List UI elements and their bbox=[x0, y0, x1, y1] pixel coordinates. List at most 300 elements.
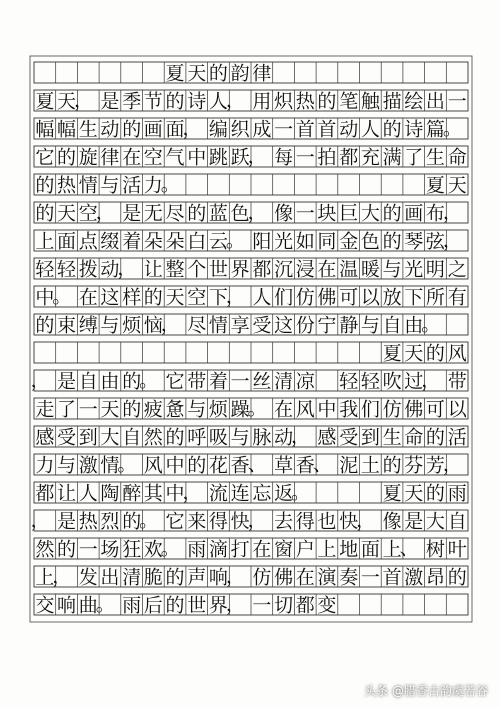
grid-character: 自 bbox=[382, 314, 402, 337]
grid-character: 情 bbox=[78, 174, 98, 197]
grid-character: 上 bbox=[35, 566, 55, 589]
grid-character: 动 bbox=[100, 118, 120, 141]
grid-character: 朵 bbox=[165, 230, 185, 253]
grid-character: 弦 bbox=[425, 230, 445, 253]
grid-character: 陶 bbox=[100, 482, 120, 505]
grid-character: 可 bbox=[425, 398, 445, 421]
grid-character: 。 bbox=[139, 369, 159, 392]
grid-character: 活 bbox=[447, 426, 467, 449]
grid-character: 布 bbox=[425, 202, 445, 225]
grid-character: 用 bbox=[252, 90, 272, 113]
grid-character: 的 bbox=[122, 510, 142, 533]
grid-character: 受 bbox=[252, 314, 272, 337]
grid-character: 让 bbox=[56, 482, 77, 505]
grid-character: 天 bbox=[56, 90, 77, 113]
grid-character: 的 bbox=[425, 482, 445, 505]
grid-character: 所 bbox=[425, 286, 445, 309]
grid-character: 一 bbox=[360, 566, 380, 589]
grid-character: 在 bbox=[122, 146, 142, 169]
grid-character: 生 bbox=[382, 426, 402, 449]
grid-character: 奏 bbox=[339, 566, 359, 589]
grid-character: 以 bbox=[360, 286, 380, 309]
grid-character: 首 bbox=[382, 566, 402, 589]
grid-character: 花 bbox=[208, 454, 228, 477]
grid-character: 得 bbox=[208, 510, 228, 533]
grid-character: 光 bbox=[274, 230, 294, 253]
grid-character: 自 bbox=[447, 510, 467, 533]
grid-character: 画 bbox=[143, 118, 163, 141]
grid-character: ， bbox=[160, 313, 180, 336]
grid-character: 的 bbox=[35, 202, 55, 225]
grid-character: 过 bbox=[404, 370, 424, 393]
grid-character: 的 bbox=[122, 398, 142, 421]
grid-character: 得 bbox=[295, 510, 315, 533]
grid-character: 上 bbox=[382, 538, 402, 561]
grid-character: 带 bbox=[447, 370, 467, 393]
grid-character: 朵 bbox=[143, 230, 163, 253]
grid-character: 的 bbox=[382, 454, 402, 477]
grid-character: 与 bbox=[56, 454, 77, 477]
grid-character: 空 bbox=[143, 146, 163, 169]
grid-character: 一 bbox=[78, 398, 98, 421]
grid-character: 香 bbox=[295, 454, 315, 477]
grid-character: 吹 bbox=[382, 370, 402, 393]
grid-character: 动 bbox=[274, 426, 294, 449]
grid-character: 是 bbox=[56, 510, 77, 533]
grid-character: 像 bbox=[382, 510, 402, 533]
grid-character: 的 bbox=[56, 146, 77, 169]
grid-character: 热 bbox=[56, 174, 77, 197]
grid-character: 的 bbox=[187, 202, 207, 225]
grid-character: 夏 bbox=[165, 62, 185, 85]
grid-character: 着 bbox=[122, 230, 142, 253]
grid-character: 像 bbox=[274, 202, 294, 225]
grid-character: ， bbox=[30, 509, 50, 532]
grid-character: 每 bbox=[274, 146, 294, 169]
grid-character: 描 bbox=[382, 90, 402, 113]
grid-character: 夏 bbox=[382, 342, 402, 365]
grid-character: 篇 bbox=[425, 118, 445, 141]
grid-character: 的 bbox=[35, 174, 55, 197]
grid-character: 有 bbox=[447, 286, 467, 309]
grid-character: 。 bbox=[160, 173, 180, 196]
grid-character: 尽 bbox=[187, 314, 207, 337]
grid-character: 点 bbox=[78, 230, 98, 253]
grid-character: 泥 bbox=[339, 454, 359, 477]
grid-character: 块 bbox=[317, 202, 337, 225]
grid-character: 惫 bbox=[165, 398, 185, 421]
grid-character: 中 bbox=[35, 286, 55, 309]
grid-character: 在 bbox=[252, 538, 272, 561]
grid-character: 躁 bbox=[230, 398, 250, 421]
grid-character: 蓝 bbox=[208, 202, 228, 225]
grid-character: 仿 bbox=[382, 398, 402, 421]
grid-character: 这 bbox=[100, 286, 120, 309]
grid-character: 炽 bbox=[274, 90, 294, 113]
grid-character: ， bbox=[247, 145, 267, 168]
grid-character: 暖 bbox=[360, 258, 380, 281]
grid-character: 其 bbox=[143, 482, 163, 505]
grid-character: 沉 bbox=[274, 258, 294, 281]
grid-character: 去 bbox=[274, 510, 294, 533]
grid-character: 在 bbox=[317, 258, 337, 281]
grid-character: 。 bbox=[290, 481, 311, 504]
grid-character: 。 bbox=[139, 509, 159, 532]
grid-character: 一 bbox=[295, 146, 315, 169]
grid-character: 的 bbox=[187, 454, 207, 477]
grid-character: 下 bbox=[208, 286, 228, 309]
grid-character: 如 bbox=[295, 230, 315, 253]
grid-character: ， bbox=[52, 565, 72, 588]
grid-character: 人 bbox=[78, 482, 98, 505]
grid-character: 激 bbox=[78, 454, 98, 477]
grid-character: 享 bbox=[230, 314, 250, 337]
grid-character: 了 bbox=[56, 398, 77, 421]
grid-character: 静 bbox=[339, 314, 359, 337]
grid-character: 与 bbox=[100, 174, 120, 197]
grid-character: 幅 bbox=[35, 118, 55, 141]
grid-character: 雨 bbox=[447, 482, 467, 505]
grid-character: 户 bbox=[295, 538, 315, 561]
grid-character: 脉 bbox=[252, 426, 272, 449]
grid-character: 面 bbox=[360, 538, 380, 561]
grid-character: 放 bbox=[382, 286, 402, 309]
grid-character: 空 bbox=[187, 286, 207, 309]
grid-character: ， bbox=[182, 481, 202, 504]
grid-character: 佛 bbox=[317, 286, 337, 309]
grid-character: 感 bbox=[35, 426, 55, 449]
grid-character: 中 bbox=[165, 454, 185, 477]
grid-character: 在 bbox=[274, 398, 294, 421]
grid-character: 缚 bbox=[78, 314, 98, 337]
grid-character: ， bbox=[182, 117, 202, 140]
grid-character: 疲 bbox=[143, 398, 163, 421]
grid-character: 笔 bbox=[339, 90, 359, 113]
grid-character: 份 bbox=[295, 314, 315, 337]
grid-character: 呼 bbox=[187, 426, 207, 449]
grid-character: 也 bbox=[317, 510, 337, 533]
grid-character: 命 bbox=[447, 146, 467, 169]
grid-character: 中 bbox=[165, 482, 185, 505]
grid-character: 束 bbox=[56, 314, 77, 337]
grid-character: ， bbox=[356, 509, 376, 532]
grid-character: ， bbox=[225, 89, 245, 112]
grid-character: 响 bbox=[56, 594, 77, 617]
grid-character: 界 bbox=[208, 594, 228, 617]
grid-character: 绘 bbox=[404, 90, 424, 113]
grid-character: 之 bbox=[447, 258, 467, 281]
grid-character: 烦 bbox=[208, 398, 228, 421]
grid-character: 。 bbox=[225, 229, 245, 252]
grid-character: 一 bbox=[230, 370, 250, 393]
grid-character: 触 bbox=[360, 90, 380, 113]
grid-character: 它 bbox=[165, 510, 185, 533]
grid-character: 夏 bbox=[382, 482, 402, 505]
grid-character: 恼 bbox=[143, 314, 163, 337]
grid-character: 与 bbox=[187, 398, 207, 421]
grid-character: 的 bbox=[425, 426, 445, 449]
grid-character: 上 bbox=[317, 538, 337, 561]
grid-character: 充 bbox=[360, 146, 380, 169]
grid-character: 轻 bbox=[339, 370, 359, 393]
grid-character: 们 bbox=[360, 398, 380, 421]
grid-character: 人 bbox=[360, 118, 380, 141]
grid-character: 琴 bbox=[404, 230, 424, 253]
grid-character: 的 bbox=[35, 314, 55, 337]
grid-character: 情 bbox=[208, 314, 228, 337]
grid-character: 下 bbox=[404, 286, 424, 309]
grid-character: 凉 bbox=[295, 370, 315, 393]
grid-character: ， bbox=[225, 565, 245, 588]
grid-character: 的 bbox=[382, 230, 402, 253]
grid-character: 诗 bbox=[404, 118, 424, 141]
grid-character: 大 bbox=[425, 510, 445, 533]
grid-character: 的 bbox=[165, 566, 185, 589]
grid-character: 巨 bbox=[339, 202, 359, 225]
grid-character: 天 bbox=[404, 342, 424, 365]
grid-character: 交 bbox=[35, 594, 55, 617]
grid-character: 芬 bbox=[404, 454, 424, 477]
grid-character: 动 bbox=[339, 118, 359, 141]
grid-character: 这 bbox=[274, 314, 294, 337]
grid-character: 缀 bbox=[100, 230, 120, 253]
grid-character: ， bbox=[442, 453, 462, 476]
grid-character: 与 bbox=[382, 258, 402, 281]
grid-character: 整 bbox=[165, 258, 185, 281]
grid-character: 的 bbox=[122, 370, 142, 393]
grid-character: 欢 bbox=[143, 538, 163, 561]
grid-character: 面 bbox=[56, 230, 77, 253]
grid-character: 力 bbox=[35, 454, 55, 477]
grid-character: 天 bbox=[165, 286, 185, 309]
grid-character: ， bbox=[225, 593, 245, 616]
grid-character: 受 bbox=[339, 426, 359, 449]
grid-character: ， bbox=[442, 201, 462, 224]
grid-character: 的 bbox=[447, 566, 467, 589]
grid-character: 以 bbox=[447, 398, 467, 421]
grid-character: 了 bbox=[404, 146, 424, 169]
grid-character: 们 bbox=[274, 286, 294, 309]
grid-character: 自 bbox=[78, 370, 98, 393]
grid-character: 狂 bbox=[122, 538, 142, 561]
grid-character: 让 bbox=[143, 258, 163, 281]
grid-character: 的 bbox=[208, 62, 228, 85]
grid-character: 大 bbox=[360, 202, 380, 225]
grid-character: 热 bbox=[78, 510, 98, 533]
grid-character: 仿 bbox=[252, 566, 272, 589]
grid-character: 出 bbox=[425, 90, 445, 113]
grid-character: 是 bbox=[100, 90, 120, 113]
grid-character: 雨 bbox=[122, 594, 142, 617]
grid-character: 情 bbox=[100, 454, 120, 477]
grid-character: 发 bbox=[78, 566, 98, 589]
grid-character: ， bbox=[73, 89, 94, 112]
grid-character: 它 bbox=[35, 146, 55, 169]
grid-character: 画 bbox=[404, 202, 424, 225]
grid-character: 人 bbox=[252, 286, 272, 309]
grid-character: 阳 bbox=[252, 230, 272, 253]
grid-character: 命 bbox=[404, 426, 424, 449]
grid-character: 明 bbox=[425, 258, 445, 281]
grid-character: 连 bbox=[230, 482, 250, 505]
grid-character: 佛 bbox=[274, 566, 294, 589]
grid-character: ， bbox=[30, 369, 50, 392]
grid-character: 云 bbox=[208, 230, 228, 253]
grid-character: 人 bbox=[208, 90, 228, 113]
grid-character: 昂 bbox=[425, 566, 445, 589]
grid-character: 都 bbox=[252, 258, 272, 281]
grid-character: 返 bbox=[274, 482, 294, 505]
grid-character: 叶 bbox=[447, 538, 467, 561]
grid-character: 丝 bbox=[252, 370, 272, 393]
grid-character: 快 bbox=[339, 510, 359, 533]
grid-character: 感 bbox=[317, 426, 337, 449]
grid-character: 的 bbox=[382, 202, 402, 225]
grid-character: 色 bbox=[230, 202, 250, 225]
grid-character: 出 bbox=[100, 566, 120, 589]
grid-character: 雨 bbox=[187, 538, 207, 561]
grid-character: 拨 bbox=[78, 258, 98, 281]
grid-character: 世 bbox=[187, 594, 207, 617]
grid-character: 可 bbox=[339, 286, 359, 309]
grid-character: 天 bbox=[447, 174, 467, 197]
grid-character: 的 bbox=[143, 286, 163, 309]
grid-character: ， bbox=[225, 285, 245, 308]
grid-character: 后 bbox=[143, 594, 163, 617]
grid-character: 一 bbox=[252, 594, 272, 617]
grid-character: 界 bbox=[230, 258, 250, 281]
grid-character: 律 bbox=[100, 146, 120, 169]
grid-character: 首 bbox=[295, 118, 315, 141]
grid-character: 季 bbox=[122, 90, 142, 113]
grid-character: 中 bbox=[187, 146, 207, 169]
grid-character: 夏 bbox=[425, 174, 445, 197]
grid-character: 力 bbox=[143, 174, 163, 197]
grid-character: 香 bbox=[230, 454, 250, 477]
grid-character: 、 bbox=[247, 453, 267, 476]
grid-character: 一 bbox=[274, 118, 294, 141]
grid-character: 轻 bbox=[360, 370, 380, 393]
grid-character: 的 bbox=[382, 118, 402, 141]
grid-character: 织 bbox=[230, 118, 250, 141]
grid-character: 切 bbox=[274, 594, 294, 617]
grid-character: 同 bbox=[317, 230, 337, 253]
grid-character: ， bbox=[247, 201, 267, 224]
grid-character: 清 bbox=[274, 370, 294, 393]
grid-character: 幅 bbox=[56, 118, 77, 141]
grid-character: 的 bbox=[56, 538, 77, 561]
grid-character: 风 bbox=[295, 398, 315, 421]
grid-character: 空 bbox=[78, 202, 98, 225]
grid-character: 烈 bbox=[100, 510, 120, 533]
grid-character: 在 bbox=[78, 286, 98, 309]
grid-character: 佛 bbox=[404, 398, 424, 421]
grid-character: 夏 bbox=[35, 90, 55, 113]
grid-character: 打 bbox=[230, 538, 250, 561]
grid-character: 一 bbox=[447, 90, 467, 113]
grid-character: ， bbox=[95, 201, 115, 224]
grid-character: 忘 bbox=[252, 482, 272, 505]
grid-character: 都 bbox=[295, 594, 315, 617]
grid-character: 窗 bbox=[274, 538, 294, 561]
grid-character: ， bbox=[247, 509, 267, 532]
grid-character: 大 bbox=[100, 426, 120, 449]
grid-character: 是 bbox=[122, 202, 142, 225]
grid-character: 拍 bbox=[317, 146, 337, 169]
grid-character: 由 bbox=[100, 370, 120, 393]
grid-character: 天 bbox=[56, 202, 77, 225]
grid-character: 天 bbox=[100, 398, 120, 421]
grid-character: 快 bbox=[230, 510, 250, 533]
watermark: 头条 @腊香古韵虞若谷 bbox=[364, 684, 488, 698]
grid-character: 的 bbox=[122, 118, 142, 141]
grid-character: 。 bbox=[52, 285, 72, 308]
grid-character: 的 bbox=[165, 594, 185, 617]
grid-character: 流 bbox=[208, 482, 228, 505]
grid-character: 醉 bbox=[122, 482, 142, 505]
grid-character: 它 bbox=[165, 370, 185, 393]
grid-character: 首 bbox=[317, 118, 337, 141]
grid-character: 清 bbox=[122, 566, 142, 589]
grid-character: 上 bbox=[35, 230, 55, 253]
grid-character: 金 bbox=[339, 230, 359, 253]
grid-character: 尽 bbox=[165, 202, 185, 225]
grid-character: 曲 bbox=[78, 594, 98, 617]
grid-character: 满 bbox=[382, 146, 402, 169]
grid-character: 是 bbox=[56, 370, 77, 393]
grid-character: 烦 bbox=[122, 314, 142, 337]
grid-character: 地 bbox=[339, 538, 359, 561]
grid-character: 生 bbox=[425, 146, 445, 169]
grid-character: 着 bbox=[208, 370, 228, 393]
grid-character: 的 bbox=[165, 90, 185, 113]
grid-character: 风 bbox=[143, 454, 163, 477]
grid-character: 热 bbox=[295, 90, 315, 113]
grid-character: 样 bbox=[122, 286, 142, 309]
grid-character: 。 bbox=[247, 397, 267, 420]
grid-character: 一 bbox=[295, 202, 315, 225]
grid-character: ， bbox=[117, 257, 137, 280]
grid-character: 温 bbox=[339, 258, 359, 281]
grid-character: 然 bbox=[35, 538, 55, 561]
grid-character: 编 bbox=[208, 118, 228, 141]
grid-character: 活 bbox=[122, 174, 142, 197]
grid-character: 是 bbox=[404, 510, 424, 533]
grid-character: 与 bbox=[100, 314, 120, 337]
grid-character: 走 bbox=[35, 398, 55, 421]
grid-character: 白 bbox=[187, 230, 207, 253]
grid-character: 声 bbox=[187, 566, 207, 589]
grid-character: 生 bbox=[78, 118, 98, 141]
grid-character: 我 bbox=[339, 398, 359, 421]
grid-character: 吸 bbox=[208, 426, 228, 449]
grid-character: 个 bbox=[187, 258, 207, 281]
grid-character: 在 bbox=[295, 566, 315, 589]
grid-character: 自 bbox=[122, 426, 142, 449]
grid-character: 受 bbox=[56, 426, 77, 449]
grid-character: 律 bbox=[252, 62, 272, 85]
grid-character: 的 bbox=[317, 90, 337, 113]
grid-character: 激 bbox=[404, 566, 424, 589]
grid-character: 诗 bbox=[187, 90, 207, 113]
grid-character: ， bbox=[290, 425, 311, 448]
grid-character: 然 bbox=[143, 426, 163, 449]
grid-character: 带 bbox=[187, 370, 207, 393]
grid-character: 韵 bbox=[230, 62, 250, 85]
grid-character: 节 bbox=[143, 90, 163, 113]
grid-character: 跳 bbox=[208, 146, 228, 169]
grid-character: 气 bbox=[165, 146, 185, 169]
